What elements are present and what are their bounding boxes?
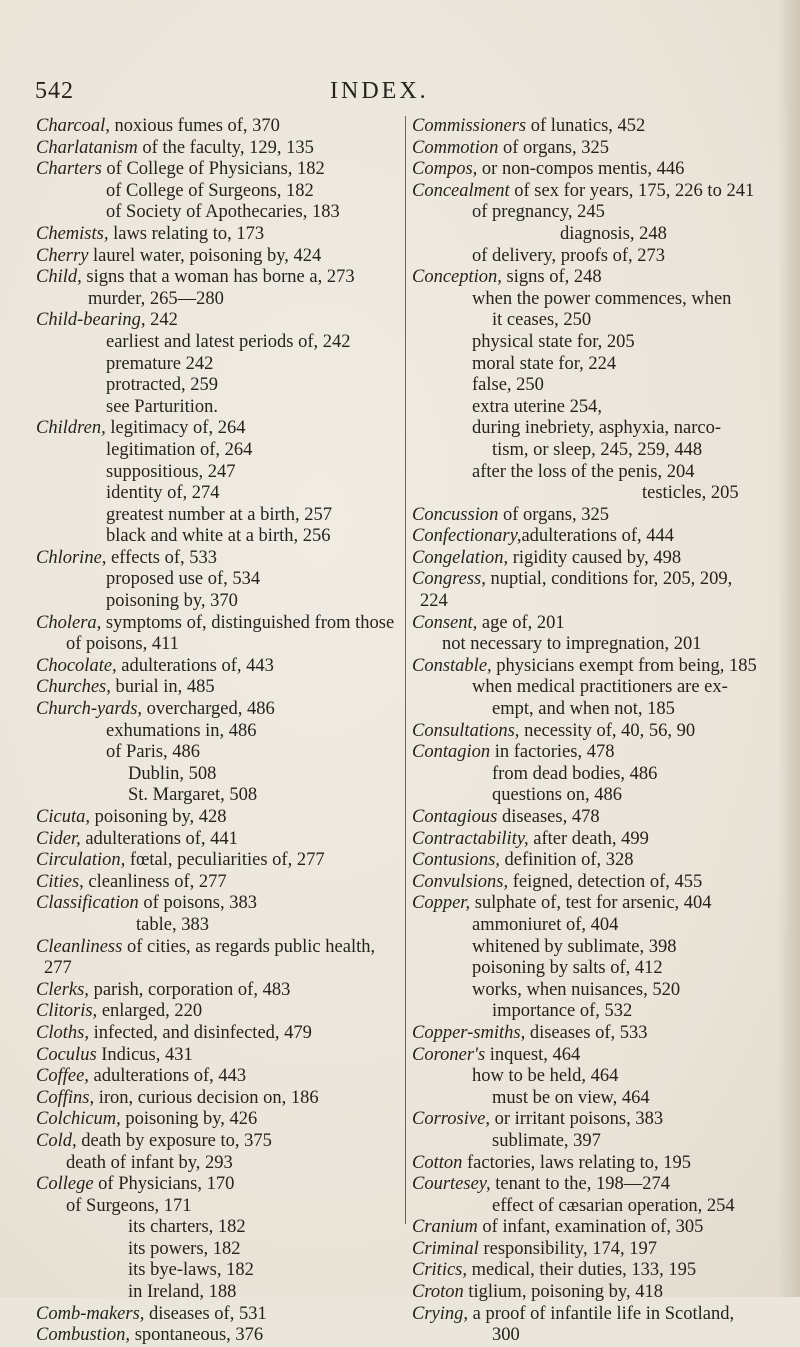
index-text: of pregnancy, 245 bbox=[472, 202, 605, 223]
index-term: Child-bearing, bbox=[36, 310, 146, 331]
index-text: laurel water, poisoning by, 424 bbox=[88, 245, 322, 266]
index-text: diagnosis, 248 bbox=[560, 223, 667, 244]
index-entry bbox=[36, 1217, 400, 1239]
index-text: symptoms of, distinguished from those bbox=[101, 612, 395, 633]
index-entry bbox=[36, 850, 400, 872]
index-text: fœtal, peculiarities of, 277 bbox=[125, 850, 325, 871]
index-term: Cherry bbox=[36, 245, 89, 266]
index-text: age of, 201 bbox=[477, 612, 565, 633]
index-entry bbox=[36, 764, 400, 786]
index-text: factories, laws relating to, 195 bbox=[462, 1152, 691, 1173]
index-entry bbox=[412, 980, 782, 1002]
index-text: of lunatics, 452 bbox=[526, 116, 646, 136]
index-text: identity of, 274 bbox=[106, 483, 220, 504]
index-text: poisoning by, 428 bbox=[89, 807, 227, 827]
index-entry bbox=[412, 202, 782, 224]
index-entry bbox=[412, 1045, 782, 1067]
page-title: INDEX. bbox=[330, 78, 429, 104]
index-term: Chocolate, bbox=[36, 655, 117, 676]
index-entry bbox=[36, 872, 400, 894]
index-entry bbox=[412, 224, 782, 246]
index-term: Congress, bbox=[412, 569, 486, 590]
index-text: of organs, 325 bbox=[498, 504, 609, 525]
index-text: of infant, examination of, 305 bbox=[477, 1217, 704, 1238]
index-term: Copper-smiths, bbox=[412, 1022, 526, 1043]
index-text: poisoning by salts of, 412 bbox=[472, 958, 663, 979]
index-entry bbox=[412, 1023, 782, 1045]
index-entry bbox=[412, 1131, 782, 1153]
index-term: Child, bbox=[36, 267, 82, 288]
index-term: Crying, bbox=[412, 1303, 469, 1324]
index-entry bbox=[36, 505, 400, 527]
index-text: adulterations of, 444 bbox=[521, 526, 675, 547]
index-text: empt, and when not, 185 bbox=[492, 699, 675, 720]
index-entry bbox=[36, 548, 400, 570]
index-term: Contagious bbox=[412, 807, 498, 827]
index-text: signs of, 248 bbox=[501, 267, 602, 288]
index-term: Criminal bbox=[412, 1238, 479, 1259]
index-entry bbox=[412, 1174, 782, 1196]
index-text: parish, corporation of, 483 bbox=[88, 979, 291, 1000]
index-text: premature 242 bbox=[106, 353, 214, 374]
index-term: Copper, bbox=[412, 893, 471, 914]
index-text: how to be held, 464 bbox=[472, 1066, 619, 1087]
index-entry bbox=[36, 246, 400, 268]
index-term: Charlatanism bbox=[36, 137, 138, 158]
index-entry bbox=[36, 893, 400, 915]
index-text: cleanliness of, 277 bbox=[83, 871, 227, 892]
index-term: Children, bbox=[36, 418, 106, 439]
index-entry bbox=[412, 483, 782, 505]
index-text: its bye-laws, 182 bbox=[128, 1260, 254, 1281]
index-text: enlarged, 220 bbox=[97, 1001, 203, 1022]
index-text: of Physicians, 170 bbox=[93, 1174, 235, 1195]
index-text: medical, their duties, 133, 195 bbox=[467, 1260, 697, 1281]
index-text: adulterations of, 443 bbox=[88, 1066, 247, 1087]
index-entry bbox=[36, 440, 400, 462]
index-text: tism, or sleep, 245, 259, 448 bbox=[492, 439, 703, 460]
index-text: death of infant by, 293 bbox=[66, 1152, 233, 1173]
index-entry bbox=[412, 1088, 782, 1110]
index-entry bbox=[36, 181, 400, 203]
index-entry bbox=[412, 613, 782, 635]
index-term: Cold, bbox=[36, 1130, 77, 1151]
index-entry bbox=[412, 569, 782, 591]
index-column-right bbox=[412, 116, 782, 1347]
index-text: legitimacy of, 264 bbox=[105, 418, 246, 439]
index-text: of College of Physicians, 182 bbox=[101, 159, 325, 180]
index-entry bbox=[36, 634, 400, 656]
index-entry bbox=[36, 591, 400, 613]
index-term: Consent, bbox=[412, 612, 478, 633]
index-text: nuptial, conditions for, 205, 209, bbox=[485, 569, 733, 590]
index-entry bbox=[36, 354, 400, 376]
index-entry bbox=[36, 1001, 400, 1023]
index-text: in factories, 478 bbox=[490, 742, 615, 763]
index-term: Contractability, bbox=[412, 828, 529, 849]
index-term: Colchicum, bbox=[36, 1109, 121, 1130]
index-entry bbox=[36, 1304, 400, 1326]
index-text: 300 bbox=[492, 1325, 520, 1346]
index-text: laws relating to, 173 bbox=[108, 223, 265, 244]
index-text: legitimation of, 264 bbox=[106, 439, 253, 460]
index-entry bbox=[412, 1066, 782, 1088]
index-entry bbox=[36, 418, 400, 440]
index-entry bbox=[412, 289, 782, 311]
index-entry bbox=[36, 397, 400, 419]
index-entry bbox=[412, 591, 782, 613]
index-term: Coffins, bbox=[36, 1087, 95, 1108]
index-text: protracted, 259 bbox=[106, 375, 218, 396]
index-text: sulphate of, test for arsenic, 404 bbox=[470, 893, 712, 914]
index-text: greatest number at a birth, 257 bbox=[106, 504, 333, 525]
index-entry bbox=[412, 699, 782, 721]
index-entry bbox=[36, 829, 400, 851]
index-entry bbox=[36, 116, 400, 138]
index-term: Consultations, bbox=[412, 720, 520, 741]
index-entry bbox=[412, 397, 782, 419]
index-entry bbox=[36, 138, 400, 160]
index-text: ammoniuret of, 404 bbox=[472, 914, 619, 935]
index-entry bbox=[412, 116, 782, 138]
index-term: Churches, bbox=[36, 677, 111, 698]
index-entry bbox=[36, 677, 400, 699]
index-text: or irritant poisons, 383 bbox=[489, 1109, 664, 1130]
index-text: moral state for, 224 bbox=[472, 353, 617, 374]
index-text: noxious fumes of, 370 bbox=[109, 116, 280, 136]
index-text: must be on view, 464 bbox=[492, 1087, 650, 1108]
index-text: exhumations in, 486 bbox=[106, 720, 257, 741]
index-text: effects of, 533 bbox=[106, 547, 218, 568]
index-text: diseases, 478 bbox=[497, 807, 600, 827]
index-text: 224 bbox=[420, 591, 448, 612]
index-term: Chemists, bbox=[36, 223, 109, 244]
index-text: after the loss of the penis, 204 bbox=[472, 461, 695, 482]
index-text: poisoning by, 370 bbox=[106, 591, 238, 612]
index-text: when the power commences, when bbox=[472, 288, 732, 309]
index-text: inquest, 464 bbox=[485, 1044, 581, 1065]
index-term: Cloths, bbox=[36, 1022, 89, 1043]
index-text: signs that a woman has borne a, 273 bbox=[81, 267, 355, 288]
index-term: Cotton bbox=[412, 1152, 463, 1173]
index-entry bbox=[36, 267, 400, 289]
index-entry bbox=[412, 418, 782, 440]
index-entry bbox=[412, 181, 782, 203]
index-text: see Parturition. bbox=[106, 396, 219, 417]
index-entry bbox=[412, 1239, 782, 1261]
index-term: Concealment bbox=[412, 180, 510, 201]
index-entry bbox=[36, 1153, 400, 1175]
index-entry bbox=[36, 1196, 400, 1218]
index-entry bbox=[412, 1282, 782, 1304]
index-term: Coculus bbox=[36, 1044, 97, 1065]
index-text: its powers, 182 bbox=[128, 1238, 241, 1259]
index-entry bbox=[412, 937, 782, 959]
index-entry bbox=[412, 785, 782, 807]
index-text: of Surgeons, 171 bbox=[66, 1195, 192, 1216]
index-text: poisoning by, 426 bbox=[120, 1109, 258, 1130]
index-entry bbox=[36, 202, 400, 224]
index-text: whitened by sublimate, 398 bbox=[472, 936, 677, 957]
index-text: 242 bbox=[145, 310, 178, 331]
index-text: Dublin, 508 bbox=[128, 763, 217, 784]
index-entry bbox=[412, 332, 782, 354]
index-term: Cities, bbox=[36, 871, 84, 892]
index-entry bbox=[412, 1325, 782, 1347]
index-text: tenant to the, 198—274 bbox=[490, 1174, 670, 1195]
index-term: Combustion, bbox=[36, 1325, 131, 1346]
index-text: proposed use of, 534 bbox=[106, 569, 261, 590]
index-text: sublimate, 397 bbox=[492, 1130, 601, 1151]
index-entry bbox=[412, 677, 782, 699]
index-text: during inebriety, asphyxia, narco- bbox=[472, 418, 721, 439]
index-entry bbox=[36, 569, 400, 591]
index-term: Charcoal, bbox=[36, 116, 110, 136]
index-text: earliest and latest periods of, 242 bbox=[106, 331, 351, 352]
index-text: infected, and disinfected, 479 bbox=[88, 1022, 312, 1043]
index-term: Classification bbox=[36, 893, 139, 914]
page-number: 542 bbox=[35, 78, 74, 104]
index-entry bbox=[412, 462, 782, 484]
index-text: in Ireland, 188 bbox=[128, 1282, 237, 1303]
index-entry bbox=[412, 526, 782, 548]
index-term: Croton bbox=[412, 1282, 464, 1303]
index-text: not necessary to impregnation, 201 bbox=[442, 634, 702, 655]
index-entry bbox=[412, 1153, 782, 1175]
index-term: Convulsions, bbox=[412, 871, 509, 892]
index-text: adulterations of, 443 bbox=[116, 655, 274, 676]
index-entry bbox=[36, 1109, 400, 1131]
index-term: Commissioners bbox=[412, 116, 527, 136]
index-text: definition of, 328 bbox=[499, 850, 634, 871]
index-term: Coffee, bbox=[36, 1066, 89, 1087]
page-header bbox=[0, 78, 800, 108]
index-entry bbox=[412, 548, 782, 570]
index-text: physical state for, 205 bbox=[472, 331, 635, 352]
index-text: when medical practitioners are ex- bbox=[472, 677, 728, 698]
index-entry bbox=[412, 634, 782, 656]
index-term: Commotion bbox=[412, 137, 499, 158]
index-entry bbox=[412, 138, 782, 160]
index-entry bbox=[412, 310, 782, 332]
index-text: false, 250 bbox=[472, 375, 544, 396]
index-entry bbox=[36, 1045, 400, 1067]
index-text: adulterations of, 441 bbox=[80, 828, 238, 849]
index-text: suppositious, 247 bbox=[106, 461, 236, 482]
index-entry bbox=[412, 375, 782, 397]
index-text: after death, 499 bbox=[528, 828, 649, 849]
index-entry bbox=[36, 159, 400, 181]
index-term: Constable, bbox=[412, 655, 492, 676]
index-entry bbox=[36, 1088, 400, 1110]
index-entry bbox=[36, 699, 400, 721]
index-term: Comb-makers, bbox=[36, 1303, 145, 1324]
index-entry bbox=[36, 1131, 400, 1153]
index-entry bbox=[36, 1325, 400, 1347]
index-term: Conception, bbox=[412, 267, 502, 288]
index-entry bbox=[412, 159, 782, 181]
index-text: of poisons, 383 bbox=[138, 893, 257, 914]
index-entry bbox=[412, 1304, 782, 1326]
index-entry bbox=[36, 937, 400, 959]
index-entry bbox=[36, 483, 400, 505]
index-entry bbox=[36, 1174, 400, 1196]
index-entry bbox=[36, 375, 400, 397]
index-text: of delivery, proofs of, 273 bbox=[472, 245, 666, 266]
index-term: Chlorine, bbox=[36, 547, 107, 568]
index-text: works, when nuisances, 520 bbox=[472, 979, 681, 1000]
index-term: Concussion bbox=[412, 504, 499, 525]
index-text: importance of, 532 bbox=[492, 1001, 633, 1022]
index-text: physicians exempt from being, 185 bbox=[491, 655, 757, 676]
index-entry bbox=[36, 915, 400, 937]
index-text: iron, curious decision on, 186 bbox=[94, 1087, 319, 1108]
index-text: it ceases, 250 bbox=[492, 310, 592, 331]
index-text: its charters, 182 bbox=[128, 1217, 246, 1238]
index-entry bbox=[36, 1260, 400, 1282]
index-term: Cicuta, bbox=[36, 807, 90, 827]
index-entry bbox=[36, 224, 400, 246]
index-entry bbox=[412, 721, 782, 743]
index-text: of organs, 325 bbox=[498, 137, 609, 158]
index-entry bbox=[36, 310, 400, 332]
index-text: of Society of Apothecaries, 183 bbox=[106, 202, 340, 223]
index-entry bbox=[36, 332, 400, 354]
index-term: Confectionary, bbox=[412, 526, 522, 547]
index-entry bbox=[36, 807, 400, 829]
index-entry bbox=[412, 267, 782, 289]
index-column-left bbox=[36, 116, 400, 1347]
index-entry bbox=[36, 656, 400, 678]
index-term: Clerks, bbox=[36, 979, 89, 1000]
index-text: necessity of, 40, 56, 90 bbox=[519, 720, 696, 741]
index-text: burial in, 485 bbox=[110, 677, 215, 698]
index-text: St. Margaret, 508 bbox=[128, 785, 258, 806]
index-text: spontaneous, 376 bbox=[130, 1325, 264, 1346]
index-entry bbox=[36, 1239, 400, 1261]
index-entry bbox=[412, 742, 782, 764]
index-entry bbox=[412, 764, 782, 786]
index-text: table, 383 bbox=[136, 914, 209, 935]
index-entry bbox=[36, 721, 400, 743]
index-text: Indicus, 431 bbox=[96, 1044, 193, 1065]
index-text: testicles, 205 bbox=[642, 483, 739, 504]
index-entry bbox=[36, 958, 400, 980]
index-term: Congelation, bbox=[412, 547, 509, 568]
index-entry bbox=[412, 807, 782, 829]
index-entry bbox=[36, 980, 400, 1002]
index-text: of Paris, 486 bbox=[106, 742, 201, 763]
index-entry bbox=[36, 785, 400, 807]
index-entry bbox=[412, 829, 782, 851]
index-text: diseases of, 531 bbox=[144, 1303, 267, 1324]
index-entry bbox=[412, 354, 782, 376]
index-term: Contagion bbox=[412, 742, 491, 763]
index-text: of cities, as regards public health, bbox=[122, 936, 376, 957]
index-text: overcharged, 486 bbox=[142, 699, 275, 720]
index-entry bbox=[412, 246, 782, 268]
index-text: responsibility, 174, 197 bbox=[478, 1238, 657, 1259]
index-entry bbox=[36, 526, 400, 548]
index-text: questions on, 486 bbox=[492, 785, 623, 806]
index-text: diseases of, 533 bbox=[525, 1022, 648, 1043]
index-text: death by exposure to, 375 bbox=[76, 1130, 272, 1151]
index-text: of the faculty, 129, 135 bbox=[137, 137, 314, 158]
index-entry bbox=[36, 742, 400, 764]
index-text: tiglium, poisoning by, 418 bbox=[463, 1282, 663, 1303]
index-entry bbox=[412, 958, 782, 980]
index-term: Clitoris, bbox=[36, 1001, 98, 1022]
index-text: extra uterine 254, bbox=[472, 396, 602, 417]
index-text: of College of Surgeons, 182 bbox=[106, 180, 314, 201]
index-term: Cholera, bbox=[36, 612, 102, 633]
index-entry bbox=[412, 872, 782, 894]
index-term: Corrosive, bbox=[412, 1109, 490, 1130]
index-text: rigidity caused by, 498 bbox=[508, 547, 682, 568]
index-entry bbox=[412, 1001, 782, 1023]
index-entry bbox=[36, 1066, 400, 1088]
index-entry bbox=[412, 505, 782, 527]
column-divider bbox=[405, 116, 406, 1224]
index-entry bbox=[412, 850, 782, 872]
index-entry bbox=[412, 915, 782, 937]
index-entry bbox=[412, 656, 782, 678]
index-entry bbox=[412, 440, 782, 462]
index-term: Circulation, bbox=[36, 850, 126, 871]
index-text: of sex for years, 175, 226 to 241 bbox=[509, 180, 755, 201]
index-term: Contusions, bbox=[412, 850, 500, 871]
index-term: Cranium bbox=[412, 1217, 478, 1238]
index-term: Critics, bbox=[412, 1260, 467, 1281]
index-text: feigned, detection of, 455 bbox=[508, 871, 703, 892]
index-entry bbox=[36, 1023, 400, 1045]
index-text: or non-compos mentis, 446 bbox=[477, 159, 685, 180]
index-text: a proof of infantile life in Scotland, bbox=[468, 1303, 735, 1324]
index-text: from dead bodies, 486 bbox=[492, 763, 658, 784]
index-entry bbox=[36, 1282, 400, 1304]
index-term: Church-yards, bbox=[36, 699, 143, 720]
index-text: black and white at a birth, 256 bbox=[106, 526, 331, 547]
index-term: Cider, bbox=[36, 828, 81, 849]
index-entry bbox=[36, 613, 400, 635]
index-text: of poisons, 411 bbox=[66, 634, 179, 655]
index-term: Courtesey, bbox=[412, 1174, 491, 1195]
index-entry bbox=[412, 1260, 782, 1282]
index-term: College bbox=[36, 1174, 94, 1195]
index-text: 277 bbox=[44, 958, 72, 979]
index-entry bbox=[36, 289, 400, 311]
index-entry bbox=[412, 893, 782, 915]
index-term: Cleanliness bbox=[36, 936, 123, 957]
index-term: Coroner's bbox=[412, 1044, 486, 1065]
index-term: Charters bbox=[36, 159, 102, 180]
index-entry bbox=[412, 1196, 782, 1218]
index-entry bbox=[412, 1217, 782, 1239]
index-entry bbox=[412, 1109, 782, 1131]
index-entry bbox=[36, 462, 400, 484]
index-term: Compos, bbox=[412, 159, 478, 180]
index-text: effect of cæsarian operation, 254 bbox=[492, 1195, 735, 1216]
index-text: murder, 265—280 bbox=[88, 288, 224, 309]
